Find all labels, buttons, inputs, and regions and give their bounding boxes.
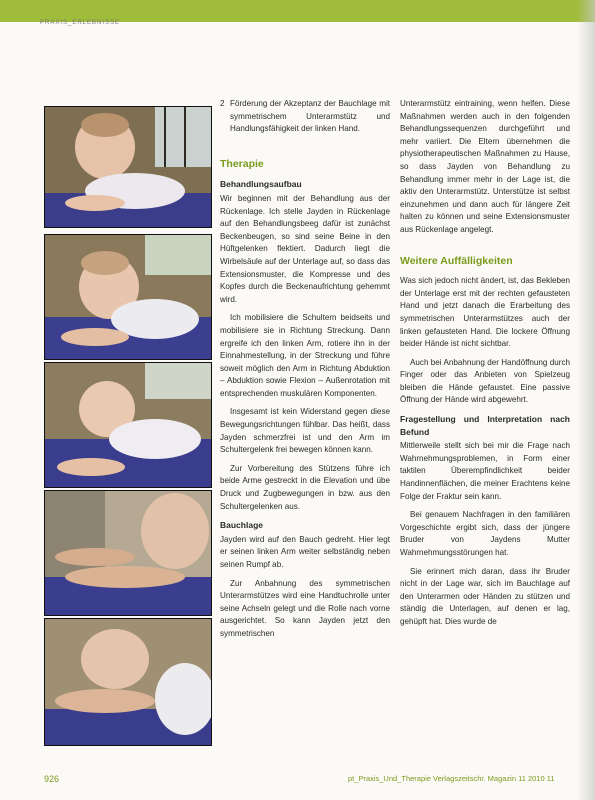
- paragraph: Wir beginnen mit der Behandlung aus der Rückenlage. Ich stelle Jayden in Rückenlage auf den Behandlungsbeeg dafür ist zunächst Beckenbeugen, so sind seine Beine in den Hüftgelenken flektiert. Dadurch liegt die Wirbelsäule auf der Unterlage auf, so dass das Extensionsmuster, die Kompresse und des Kopfes durch die Beckenaufrichtung gehemmt wird.: [220, 193, 390, 304]
- photo-baby-hand-closeup: [44, 618, 212, 746]
- list-text: Förderung der Akzeptanz der Bauchlage mit symmetrischem Unterarmstütz und Handlungsfähigkeit der linken Hand.: [230, 99, 390, 134]
- text-column-middle: [220, 98, 390, 647]
- paragraph: Zur Anbahnung des symmetrischen Unterarmstützes wird eine Handtuchrolle unter seine Achseln gelegt und die Rolle nach vorne ausgerichtet. So kann Jayden jetzt den symmetrischen: [220, 578, 390, 638]
- photo-baby-forearm-support-3: [44, 362, 212, 488]
- goal-list-item: [220, 98, 390, 136]
- top-color-band: [0, 0, 595, 22]
- section-heading-weitere: Weitere Auffälligkeiten: [400, 254, 513, 267]
- photo-baby-forearm-support-2: [44, 234, 212, 360]
- section-heading-therapie: Therapie: [220, 157, 264, 170]
- paragraph: Mittlerweile stellt sich bei mir die Frage nach Wahrnehmungsproblemen, in Form einer taktilen Überempfindlichkeit beider Handinnenflächen, die meiner Erachtens keine Folge der Fraktur sein kann.: [400, 441, 570, 501]
- subheading-fragestellung: Fragestellung und Interpretation nach Befund: [400, 414, 570, 437]
- page-number: 926: [44, 774, 60, 784]
- page-edge-shadow: [577, 0, 595, 800]
- footer-source: pt_Praxis_Und_Therapie Verlagszeitschr. Magazin 11 2010 11: [348, 774, 555, 783]
- subheading-behandlungsaufbau: Behandlungsaufbau: [220, 179, 302, 190]
- photo-hand-therapy: [44, 490, 212, 616]
- subheading-bauchlage: Bauchlage: [220, 520, 263, 531]
- list-number: 2: [220, 99, 225, 108]
- paragraph: Insgesamt ist kein Widerstand gegen diese Bewegungsrichtungen fühlbar. Das heißt, dass Jayden schmerzfrei ist und den Arm im Schultergelenk frei bewegen können kann.: [220, 407, 390, 455]
- paragraph: Ich mobilisiere die Schultern beidseits und mobilisiere sie in Richtung Streckung. Dann ergreife ich den linken Arm, rotiere ihn in der Einnahmestellung, in der Streckung und führe soweit möglich den Arm in Richtung Abduktion – Abduktion sowie Flexion – Außenrotation mit entsprechenden muskulären Komponenten.: [220, 313, 390, 398]
- paragraph: Auch bei Anbahnung der Handöffnung durch Finger oder das Anbieten von Spielzeug bleiben die Hände gefaustet. Eine passive Öffnung der Hände wird abgewehrt.: [400, 357, 570, 405]
- paragraph: Jayden wird auf den Bauch gedreht. Hier legt er seinen linken Arm weiter selbständig neben seinen Rumpf ab.: [220, 534, 390, 569]
- paragraph: Unterarmstütz eintraining, wenn helfen. Diese Maßnahmen werden auch in den folgenden Behandlungssequenzen durchgeführt und mehr variiert. Die Eltern übernehmen die physiotherapeutischen Maßnahmen zu Hause, so dass Jayden von Behandlung zu Behandlung immer mehr in der Lage ist, die aktiv den Unterarmstütz. Unterstütze ist selbst einzunehmen und dann auch für längere Zeit halten zu können und seine Extensionsmuster aus Rückenlage angelegt.: [400, 99, 570, 234]
- paragraph: Sie erinnert mich daran, dass ihr Bruder nicht in der Lage war, sich im Bauchlage auf den Unterarmen oder Händen zu stützen und ständig die Unterlagen, auf denen er lag, gehüpft hat. Dies wurde de: [400, 566, 570, 626]
- paragraph: Zur Vorbereitung des Stützens führe ich beide Arme gestreckt in die Elevation und übe Druck und Zugbewegungen in bzw. aus den Schultergelenken aus.: [220, 463, 390, 511]
- paragraph: Was sich jedoch nicht ändert, ist, das Bekleben der Unterlage erst mit der rechten gefausteten Hand und jetzt danach die Erarbeitung des symmetrischen Unterarmstützes auch der linken gefausteten Hand. Die lockere Öffnung beider Hände ist nicht sichtbar.: [400, 276, 570, 349]
- running-head: PRAXIS_ERLEBNISSE: [40, 20, 121, 26]
- paragraph: Bei genauem Nachfragen in den familiären Vorgeschichte ergibt sich, dass der jüngere Bruder von Jaydens Mutter Wahrnehmungsstörungen hat.: [400, 510, 570, 557]
- photo-baby-forearm-support-1: [44, 106, 212, 228]
- text-column-right: [400, 98, 570, 635]
